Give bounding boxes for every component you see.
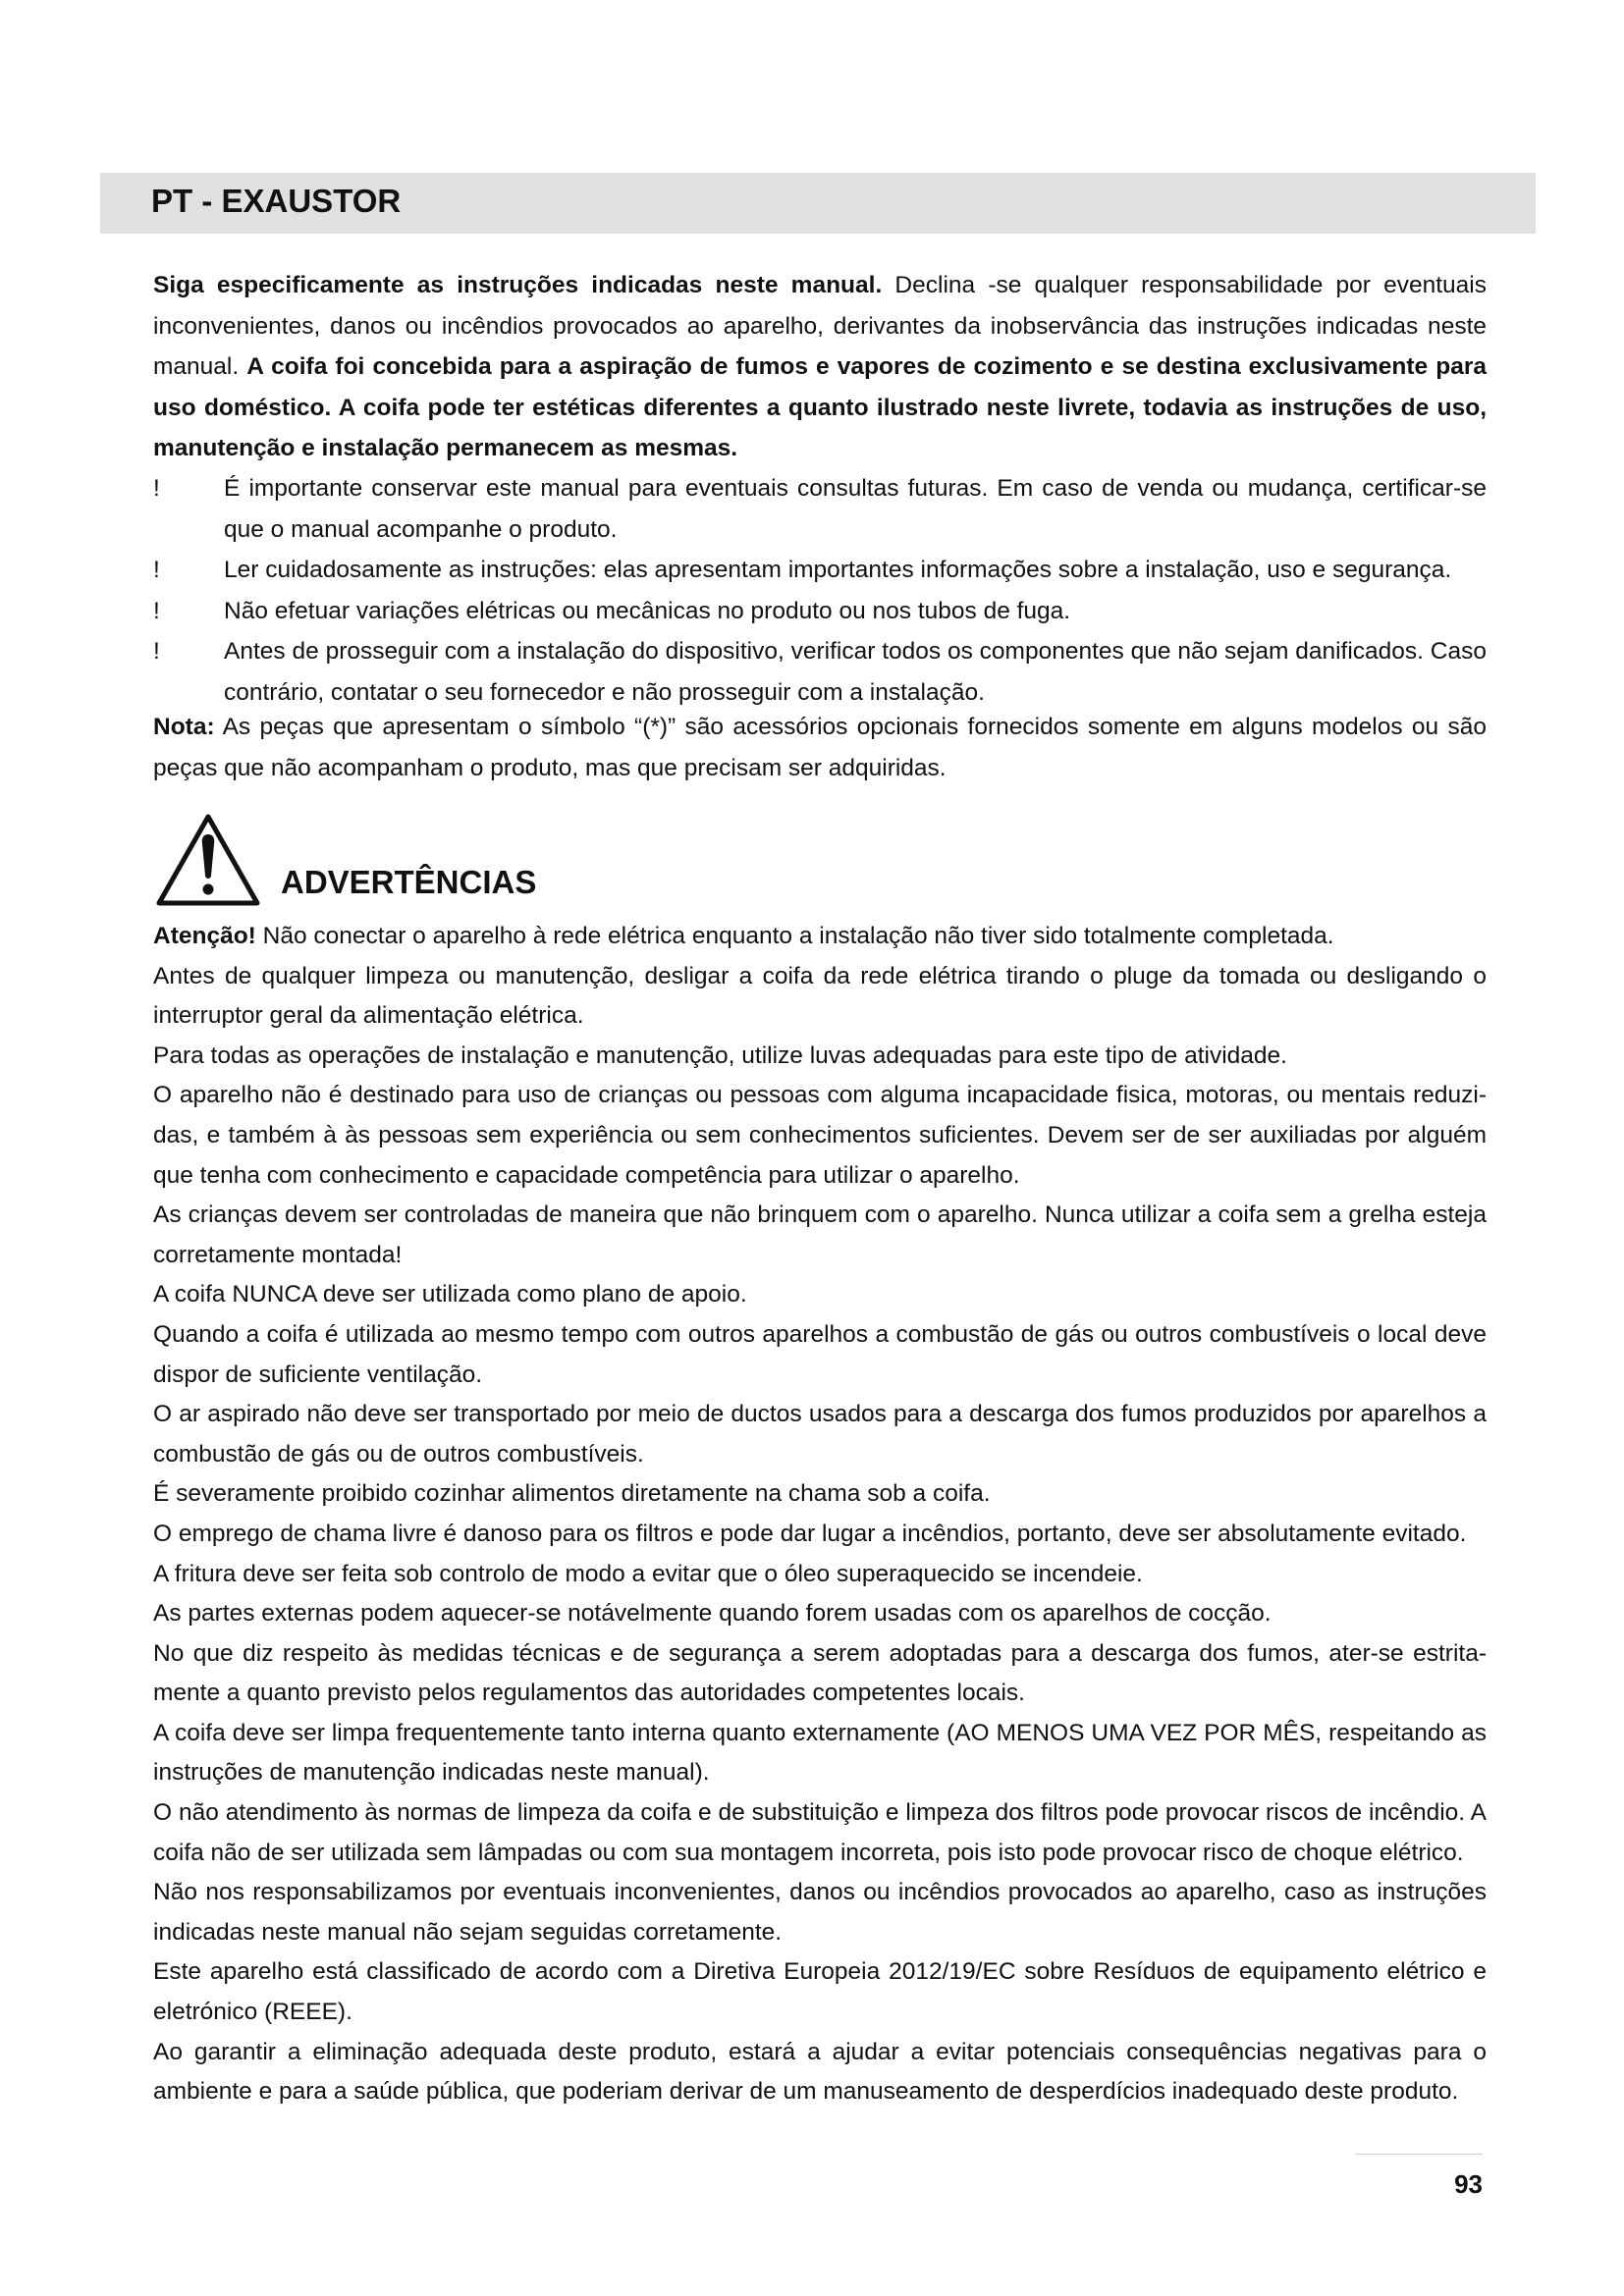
warning-paragraph: É severamente proibido cozinhar alimentos diretamente na chama sob a coifa.: [153, 1480, 991, 1508]
caution-item-text: Não efetuar variações elétricas ou mecânicas no produto ou nos tubos de fuga.: [224, 597, 1071, 624]
section-title-band: [100, 173, 1536, 234]
warning-paragraph: As crianças devem ser controladas de maneira que não brinquem com o aparelho. Nunca utilizar a coifa sem a grelha esteja corretamente montada!: [153, 1201, 1487, 1268]
intro-text: Declina -se qualquer responsabilidade por eventuais inconvenientes, danos ou incêndios provocados ao aparelho, derivantes da inobservância das instruções indicadas neste manual.: [153, 272, 1487, 380]
footer-divider: [1355, 2154, 1483, 2155]
warning-paragraph: No que diz respeito às medidas técnicas e de segurança a serem adoptadas para a descarga dos fumos, ater-se estrita-mente a quanto previsto pelos regulamentos das autoridades competentes locais.: [153, 1639, 1487, 1707]
warning-paragraph: Não nos responsabilizamos por eventuais inconvenientes, danos ou incêndios provocados ao aparelho, caso as instruções indicadas neste manual não sejam seguidas corretamente.: [153, 1879, 1487, 1946]
warnings-header: [153, 811, 742, 913]
warning-paragraph: As partes externas podem aquecer-se notávelmente quando forem usadas com os aparelhos de cocção.: [153, 1600, 1272, 1628]
page-number: 93: [1454, 2169, 1483, 2199]
caution-item: [153, 468, 1487, 550]
warning-paragraph: O não atendimento às normas de limpeza da coifa e de substituição e limpeza dos filtros pode provocar riscos de incêndio. A coifa não de ser utilizada sem lâmpadas ou com sua montagem incorreta, pois isto pode provocar risco de choque elétrico.: [153, 1799, 1487, 1866]
caution-item-text: Ler cuidadosamente as instruções: elas apresentam importantes informações sobre a instalação, uso e segurança.: [224, 557, 1452, 583]
warning-paragraph: A coifa deve ser limpa frequentemente tanto interna quanto externamente (AO MENOS UMA VEZ POR MÊS, respeitando as instruções de manutenção indicadas neste manual).: [153, 1719, 1487, 1787]
warning-paragraph: O ar aspirado não deve ser transportado por meio de ductos usados para a descarga dos fumos produzidos por aparelhos a combustão de gás ou de outros combustíveis.: [153, 1401, 1487, 1468]
note-text: As peças que apresentam o símbolo “(*)” são acessórios opcionais fornecidos somente em alguns modelos ou são peças que não acompanham o produto, mas que precisam ser adquiridas.: [153, 714, 1487, 781]
attention-paragraph: [153, 917, 1487, 957]
warning-paragraph: Antes de qualquer limpeza ou manutenção, desligar a coifa da rede elétrica tirando o pluge da tomada ou desligando o interruptor geral da alimentação elétrica.: [153, 962, 1487, 1030]
warning-paragraph: Quando a coifa é utilizada ao mesmo tempo com outros aparelhos a combustão de gás ou outros combustíveis o local deve dispor de suficiente ventilação.: [153, 1320, 1487, 1388]
attention-label: Atenção!: [153, 923, 256, 949]
exclamation-mark: !: [153, 475, 160, 502]
warning-triangle-icon: [153, 811, 263, 909]
warnings-heading: ADVERTÊNCIAS: [281, 864, 537, 900]
warning-paragraph: A fritura deve ser feita sob controlo de modo a evitar que o óleo superaquecido se incendeie.: [153, 1560, 1143, 1587]
caution-item: [153, 631, 1487, 713]
section-title: PT - EXAUSTOR: [151, 183, 402, 219]
caution-item-text: Antes de prosseguir com a instalação do dispositivo, verificar todos os componentes que não sejam danificados. Caso contrário, contatar o seu fornecedor e não prosseguir com a instalação.: [224, 638, 1487, 706]
warning-paragraph: Ao garantir a eliminação adequada deste produto, estará a ajudar a evitar potenciais consequências negativas para o ambiente e para a saúde pública, que poderiam derivar de um manuseamento de desperdícios inadequado deste produto.: [153, 2038, 1487, 2106]
warning-paragraph: O emprego de chama livre é danoso para os filtros e pode dar lugar a incêndios, portanto, deve ser absolutamente evitado.: [153, 1520, 1467, 1547]
exclamation-mark: !: [153, 597, 160, 624]
warning-paragraph: Para todas as operações de instalação e manutenção, utilize luvas adequadas para este tipo de atividade.: [153, 1041, 1287, 1069]
note-label: Nota:: [153, 714, 215, 740]
warning-paragraph: Este aparelho está classificado de acordo com a Diretiva Europeia 2012/19/EC sobre Resíduos de equipamento elétrico e eletrónico (REEE).: [153, 1958, 1487, 2026]
note-paragraph: [153, 707, 1487, 788]
intro-bold-usage: A coifa foi concebida para a aspiração de fumos e vapores de cozimento e se destina exclusivamente para uso doméstico. A coifa pode ter estéticas diferentes a quanto ilustrado neste livrete, todavia as instruções de uso, manutenção e instalação permanecem as mesmas.: [153, 353, 1488, 461]
attention-text: Não conectar o aparelho à rede elétrica enquanto a instalação não tiver sido totalmente completada.: [255, 923, 1334, 949]
warning-paragraph: A coifa NUNCA deve ser utilizada como plano de apoio.: [153, 1281, 747, 1308]
caution-item: [153, 550, 1487, 591]
warnings-body: [153, 917, 1487, 2112]
intro-bold-lead: Siga especificamente as instruções indicadas neste manual.: [153, 272, 883, 298]
warning-paragraph: O aparelho não é destinado para uso de crianças ou pessoas com alguma incapacidade fisica, motoras, ou mentais reduzi-das, e também à às pessoas sem experiência ou sem conhecimentos suficientes. Devem ser de ser auxiliadas por alguém que tenha com conhecimento e capacidade competência para utilizar o aparelho.: [153, 1082, 1487, 1189]
exclamation-mark: !: [153, 557, 160, 583]
intro-paragraph: [153, 265, 1487, 469]
exclamation-mark: !: [153, 638, 160, 665]
caution-item-text: É importante conservar este manual para eventuais consultas futuras. Em caso de venda ou mudança, certificar-se que o manual acompanhe o produto.: [224, 475, 1487, 543]
caution-list: [153, 468, 1487, 713]
caution-item: [153, 591, 1487, 632]
